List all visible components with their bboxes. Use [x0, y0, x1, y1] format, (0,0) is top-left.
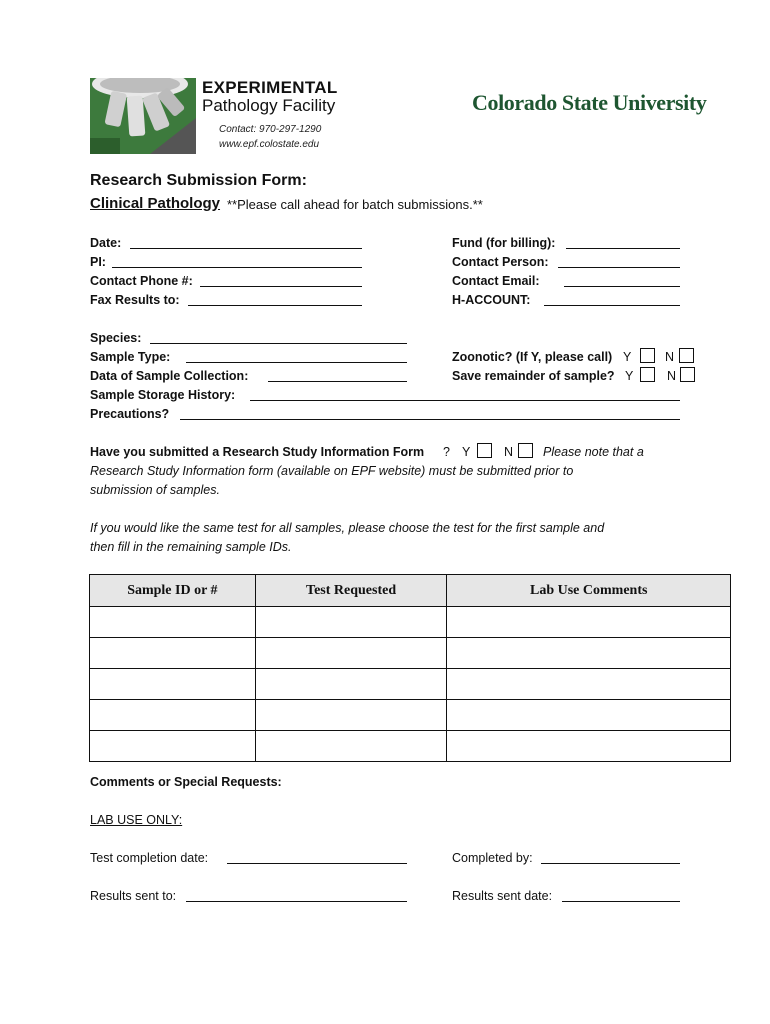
lab-comments-cell[interactable]: [447, 700, 731, 731]
study-yes-checkbox[interactable]: [477, 443, 492, 458]
table-row: [90, 700, 731, 731]
species-label: Species:: [90, 331, 142, 345]
study-form-question: Have you submitted a Research Study Information Form: [90, 445, 425, 459]
contact-phone-label: Contact Phone #:: [90, 274, 193, 288]
zoonotic-label: Zoonotic? (If Y, please call): [452, 350, 613, 364]
data-collection-label: Data of Sample Collection:: [90, 369, 249, 383]
table-header-row: [90, 575, 731, 607]
contact-phone: Contact: 970-297-1290: [219, 124, 322, 135]
contact-email-field[interactable]: [564, 286, 680, 287]
save-remainder-yes-checkbox[interactable]: [640, 367, 655, 382]
instructions-line-1: If you would like the same test for all samples, please choose the test for the first sample and: [90, 521, 605, 535]
zoonotic-yes-checkbox[interactable]: [640, 348, 655, 363]
comments-label: Comments or Special Requests:: [90, 775, 282, 789]
h-account-field[interactable]: [544, 305, 680, 306]
batch-note: **Please call ahead for batch submissions.**: [227, 197, 483, 212]
save-remainder-no-checkbox[interactable]: [680, 367, 695, 382]
table-row: [90, 607, 731, 638]
sample-type-label: Sample Type:: [90, 350, 171, 364]
microscope-icon: [90, 78, 196, 154]
sample-id-header: Sample ID or #: [90, 575, 256, 607]
precautions-field[interactable]: [180, 419, 680, 420]
test-requested-cell[interactable]: [255, 731, 447, 762]
test-completion-field[interactable]: [227, 863, 407, 864]
university-logo: Colorado State University: [472, 90, 707, 115]
contact-phone-field[interactable]: [200, 286, 362, 287]
storage-history-label: Sample Storage History:: [90, 388, 236, 402]
test-requested-cell[interactable]: [255, 607, 447, 638]
results-sent-to-field[interactable]: [186, 901, 407, 902]
species-field[interactable]: [150, 343, 407, 344]
lab-comments-cell[interactable]: [447, 669, 731, 700]
date-label: Date:: [90, 236, 122, 250]
completed-by-label: Completed by:: [452, 851, 533, 865]
test-completion-label: Test completion date:: [90, 851, 209, 865]
study-note-2: Research Study Information form (available on EPF website) must be submitted prior to: [90, 464, 574, 478]
save-remainder-no-label: N: [667, 369, 677, 383]
instructions-line-2: then fill in the remaining sample IDs.: [90, 540, 292, 554]
sample-id-cell[interactable]: [90, 638, 256, 669]
test-requested-cell[interactable]: [255, 700, 447, 731]
sample-type-field[interactable]: [186, 362, 407, 363]
table-row: [90, 638, 731, 669]
lab-comments-cell[interactable]: [447, 638, 731, 669]
fund-label: Fund (for billing):: [452, 236, 556, 250]
study-form-qmark: ?: [443, 445, 450, 459]
fund-field[interactable]: [566, 248, 680, 249]
save-remainder-label: Save remainder of sample?: [452, 369, 615, 383]
data-collection-field[interactable]: [268, 381, 407, 382]
study-no-label: N: [504, 445, 514, 459]
form-title: Research Submission Form:: [90, 172, 307, 189]
form-subtitle: Clinical Pathology: [90, 195, 221, 212]
zoonotic-yes-label: Y: [623, 350, 632, 364]
sample-id-cell[interactable]: [90, 607, 256, 638]
date-field[interactable]: [130, 248, 362, 249]
sample-id-cell[interactable]: [90, 700, 256, 731]
results-sent-date-label: Results sent date:: [452, 889, 553, 903]
sample-id-cell[interactable]: [90, 669, 256, 700]
study-note-3: submission of samples.: [90, 483, 220, 497]
h-account-label: H-ACCOUNT:: [452, 293, 531, 307]
lab-comments-cell[interactable]: [447, 607, 731, 638]
lab-use-only-label: LAB USE ONLY:: [90, 813, 183, 827]
completed-by-field[interactable]: [541, 863, 680, 864]
pi-field[interactable]: [112, 267, 362, 268]
logo-subtitle: Pathology Facility: [202, 96, 336, 115]
lab-use-comments-header: Lab Use Comments: [447, 575, 731, 607]
storage-history-field[interactable]: [250, 400, 680, 401]
contact-person-label: Contact Person:: [452, 255, 549, 269]
results-sent-to-label: Results sent to:: [90, 889, 177, 903]
zoonotic-no-label: N: [665, 350, 675, 364]
contact-person-field[interactable]: [558, 267, 680, 268]
lab-comments-cell[interactable]: [447, 731, 731, 762]
test-requested-header: Test Requested: [255, 575, 447, 607]
table-row: [90, 731, 731, 762]
precautions-label: Precautions?: [90, 407, 170, 421]
zoonotic-no-checkbox[interactable]: [679, 348, 694, 363]
study-no-checkbox[interactable]: [518, 443, 533, 458]
logo-title: EXPERIMENTAL: [202, 78, 338, 97]
contact-email-label: Contact Email:: [452, 274, 540, 288]
study-yes-label: Y: [462, 445, 471, 459]
sample-table: [89, 574, 731, 762]
test-requested-cell[interactable]: [255, 669, 447, 700]
epf-logo: [90, 78, 196, 154]
test-requested-cell[interactable]: [255, 638, 447, 669]
table-row: [90, 669, 731, 700]
fax-results-field[interactable]: [188, 305, 362, 306]
results-sent-date-field[interactable]: [562, 901, 680, 902]
contact-website[interactable]: www.epf.colostate.edu: [219, 139, 320, 150]
save-remainder-yes-label: Y: [625, 369, 634, 383]
pi-label: PI:: [90, 255, 106, 269]
sample-id-cell[interactable]: [90, 731, 256, 762]
study-note-1: Please note that a: [543, 445, 644, 459]
fax-results-label: Fax Results to:: [90, 293, 180, 307]
